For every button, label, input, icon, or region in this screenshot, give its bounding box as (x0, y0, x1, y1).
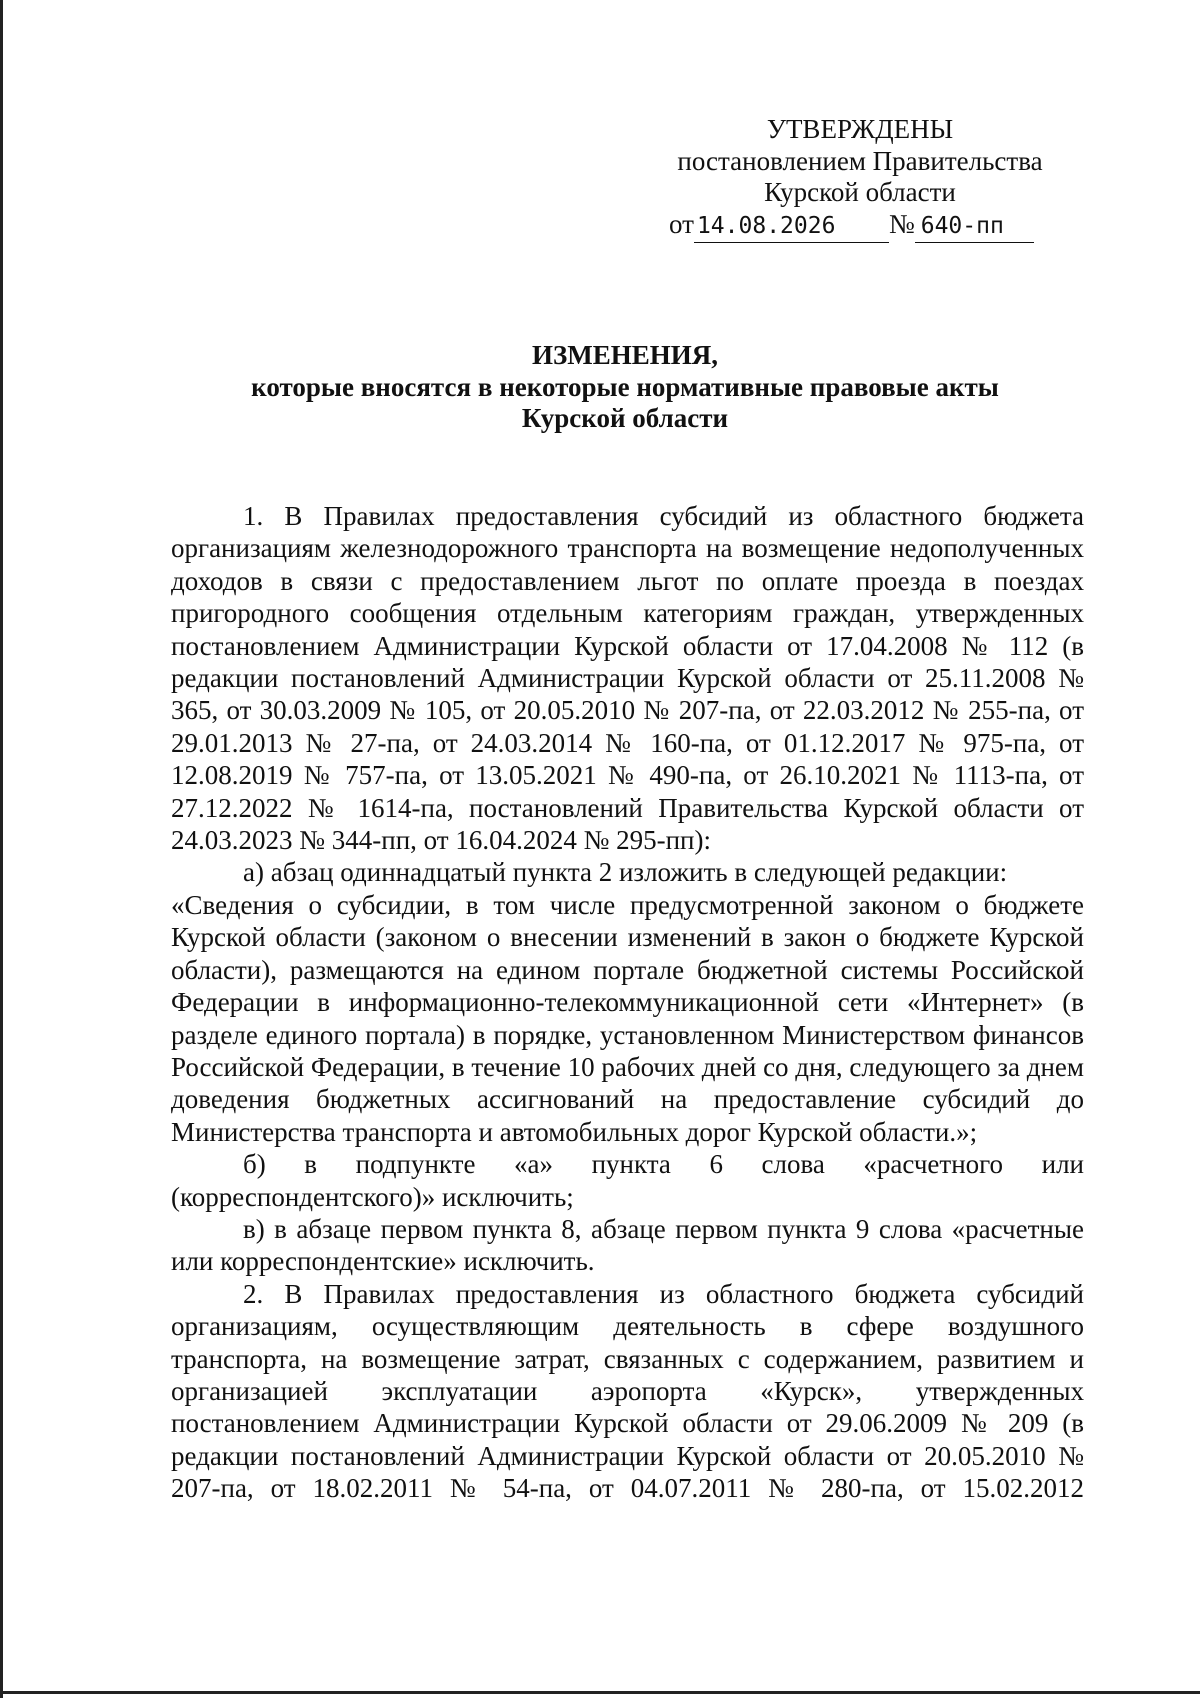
scan-left-border (0, 0, 3, 1698)
paragraph-1a: а) абзац одиннадцатый пункта 2 изложить в следующей редакции: (243, 857, 1008, 888)
paragraph-2: 2. В Правилах предоставления из областного бюджета субсидий организациям, осуществляющим деятельность в сфере воздушного транспорта, на возмещение затрат, связанных с содержанием, развитием и организацией эксплуатации аэропорта «Курск», утвержденных постановлением Администрации Курской области от 29.06.2009 № 209 (в редакции постановлений Администрации Курской области от 20.05.2010 № 207-па, от 18.02.2011 № 54-па, от 04.07.2011 № 280-па, от 15.02.2012 (171, 1278, 1084, 1504)
approval-title: УТВЕРЖДЕНЫ (766, 114, 954, 144)
heading-subtitle-2: Курской области (521, 403, 729, 433)
heading-title: ИЗМЕНЕНИЯ, (531, 340, 718, 370)
paragraph-quote: «Сведения о субсидии, в том числе предусмотренной законом о бюджете Курской области (законом о внесении изменений в закон о бюджете Курской области), размещаются на едином портале бюджетной системы Российской Федерации в информационно-телекоммуникационной сети «Интернет» (в разделе единого портала) в порядке, установленном Министерством финансов Российской Федерации, в течение 10 рабочих дней со дня, следующего за днем доведения бюджетных ассигнований на предоставление субсидий до Министерства транспорта и автомобильных дорог Курской области.»; (171, 889, 1084, 1147)
approval-number: 640-пп (915, 211, 1034, 244)
date-prefix: от (669, 208, 694, 239)
approval-date-line (640, 209, 1080, 244)
paragraph-1b: б) в подпункте «а» пункта 6 слова «расчетного или (корреспондентского)» исключить; (171, 1149, 1084, 1212)
approval-block (640, 114, 1080, 243)
heading-subtitle-1: которые вносятся в некоторые нормативные правовые акты (251, 371, 999, 402)
paragraph-1: 1. В Правилах предоставления субсидий из областного бюджета организациям железнодорожного транспорта на возмещение недополученных доходов в связи с предоставлением льгот по оплате проезда в поездах пригородного сообщения отдельным категориям граждан, утвержденных постановлением Администрации Курской области от 17.04.2008 № 112 (в редакции постановлений Администрации Курской области от 25.11.2008 № 365, от 30.03.2009 № 105, от 20.05.2010 № 207-па, от 22.03.2012 № 255-па, от 29.01.2013 № 27-па, от 24.03.2014 № 160-па, от 01.12.2017 № 975-па, от 12.08.2019 № 757-па, от 13.05.2021 № 490-па, от 26.10.2021 № 1113-па, от 27.12.2022 № 1614-па, постановлений Правительства Курской области от 24.03.2023 № 344-пп, от 16.04.2024 № 295-пп): (171, 501, 1084, 856)
approval-date: 14.08.2026 (694, 211, 889, 244)
paragraph-1c: в) в абзаце первом пункта 8, абзаце первом пункта 9 слова «расчетные или корреспондентские» исключить. (171, 1213, 1084, 1277)
approval-line-2: Курской области (764, 177, 956, 207)
document-body (171, 500, 1084, 1505)
approval-line-1: постановлением Правительства (677, 145, 1043, 176)
scan-bottom-border (0, 1691, 1200, 1694)
number-prefix: № (888, 208, 915, 239)
document-heading (170, 340, 1080, 435)
